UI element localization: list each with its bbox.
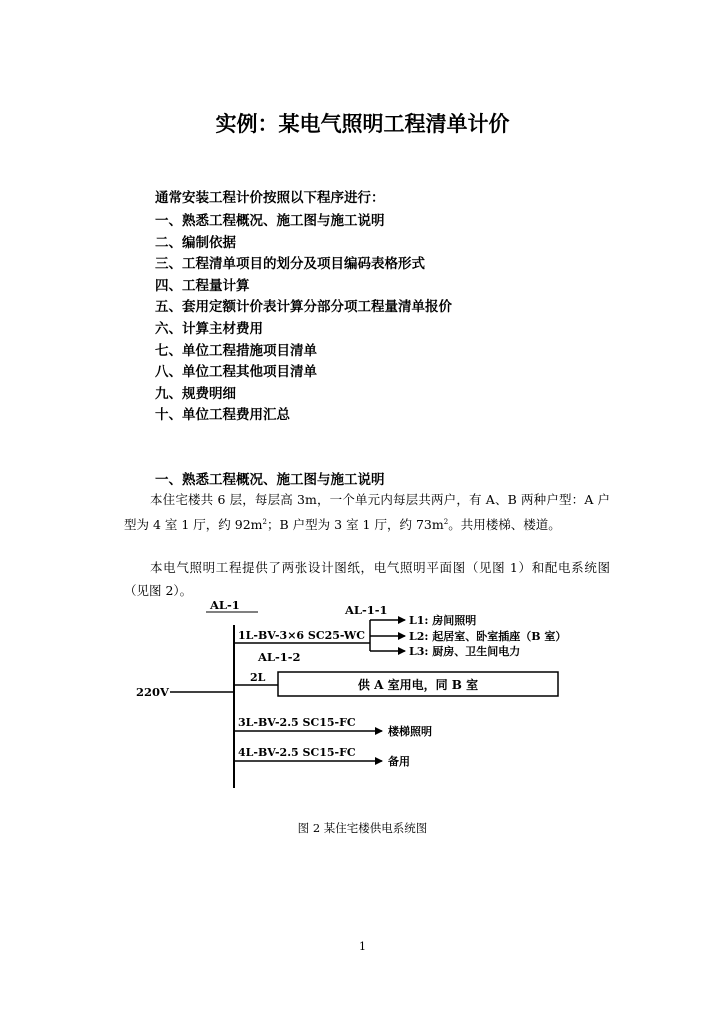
list-item: 八、单位工程其他项目清单: [155, 364, 317, 381]
drawings-paragraph: 本电气照明工程提供了两张设计图纸，电气照明平面图（见图 1）和配电系统图（见图 2）。: [124, 560, 610, 598]
para-text: ；B 户型为 3 室 1 厅，约 73m: [267, 517, 444, 533]
panel-sub1-label: AL-1-1: [345, 603, 388, 617]
circuit3-label: 3L-BV-2.5 SC15-FC: [238, 716, 356, 729]
list-item: 三、工程清单项目的划分及项目编码表格形式: [155, 256, 425, 273]
stair-lighting-label: 楼梯照明: [388, 725, 432, 738]
list-item: 七、单位工程措施项目清单: [155, 342, 317, 359]
circuit1-label: 1L-BV-3×6 SC25-WC: [238, 629, 365, 642]
list-item: 二、编制依据: [155, 234, 236, 251]
l3-label: L3: 厨房、卫生间电力: [409, 645, 521, 658]
spare-label: 备用: [388, 755, 410, 768]
list-item: 九、规费明细: [155, 385, 236, 402]
list-item: 四、工程量计算: [155, 277, 250, 294]
list-item: 十、单位工程费用汇总: [155, 407, 290, 424]
figure-caption: 图 2 某住宅楼供电系统图: [297, 821, 428, 835]
list-item: 一、熟悉工程概况、施工图与施工说明: [155, 213, 385, 229]
list-item: 五、套用定额计价表计算分部分项工程量清单报价: [155, 299, 452, 316]
circuit4-label: 4L-BV-2.5 SC15-FC: [238, 746, 356, 759]
l2-label: L2: 起居室、卧室插座（B 室）: [409, 630, 567, 643]
voltage-label: 220V: [136, 685, 169, 699]
l1-label: L1: 房间照明: [409, 614, 477, 627]
superscript: 2: [262, 518, 268, 526]
intro-text: 通常安装工程计价按照以下程序进行：: [155, 190, 385, 206]
list-item: 六、计算主材费用: [155, 320, 263, 337]
unit-a-box-text: 供 A 室用电，同 B 室: [357, 678, 479, 692]
section-heading: 一、熟悉工程概况、施工图与施工说明: [155, 472, 385, 488]
para-text: 。共用楼梯、楼道。: [448, 517, 561, 533]
page-title: 实例：某电气照明工程清单计价: [215, 112, 510, 136]
superscript: 2: [443, 518, 449, 526]
para-text: 本住宅楼共 6 层，每层高 3m，一个单元内每层共两户，有 A、B 两种户型：A 户型为 4 室 1 厅，约 92m: [124, 492, 610, 533]
page-number: 1: [359, 940, 366, 953]
panel-sub2-label: AL-1-2: [258, 650, 301, 664]
panel-main-label: AL-1: [210, 598, 240, 612]
circuit2-label: 2L: [250, 671, 266, 684]
